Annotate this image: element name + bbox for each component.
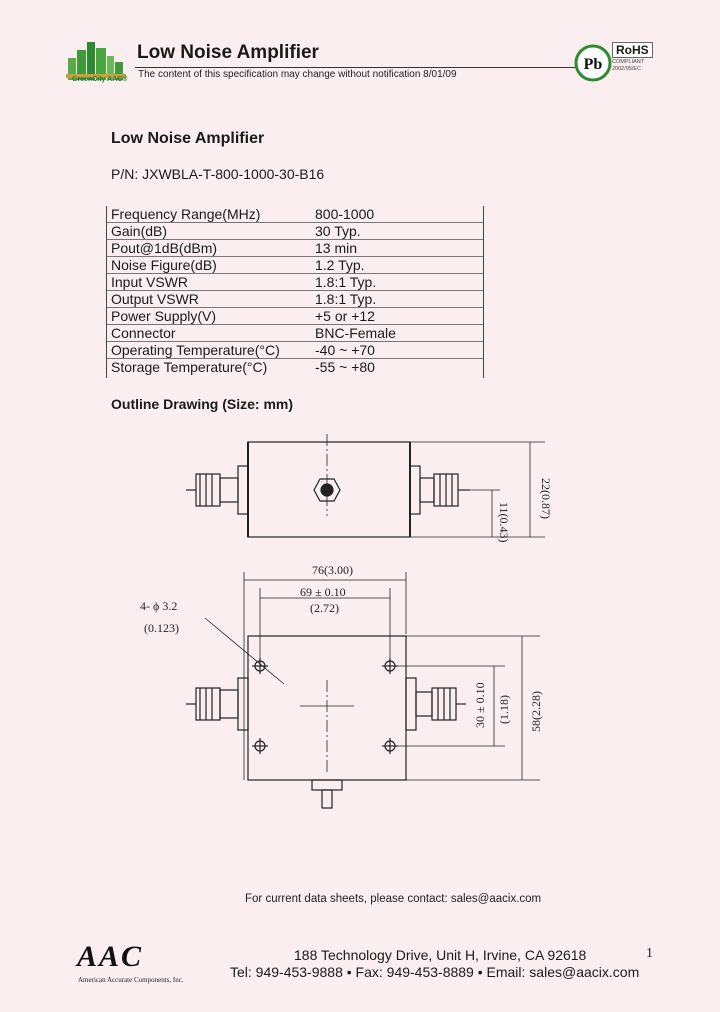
dim-width-holes-in: (1.18): [497, 695, 511, 724]
spec-label: Frequency Range(MHz): [106, 206, 315, 223]
spec-label: Operating Temperature(°C): [106, 342, 315, 359]
spec-value: 13 min: [315, 240, 484, 257]
header-title: Low Noise Amplifier: [137, 42, 319, 63]
spec-row: [106, 325, 484, 342]
spec-value: 1.8:1 Typ.: [315, 291, 484, 308]
rohs-badge: [612, 41, 656, 73]
dim-width-total: 58(2.28): [529, 691, 543, 732]
rohs-subtitle: [612, 59, 656, 73]
side-view: [186, 434, 545, 537]
spec-value: 800-1000: [315, 206, 484, 223]
spec-row: [106, 223, 484, 240]
dim-length-total: 76(3.00): [312, 563, 353, 577]
spec-label: Output VSWR: [106, 291, 315, 308]
spec-row: [106, 359, 484, 376]
contact-line: For current data sheets, please contact: sales@aacix.com: [245, 893, 542, 905]
spec-row: [106, 257, 484, 274]
page-number: 1: [646, 946, 653, 961]
top-left-flange: [238, 678, 248, 730]
spec-value: +5 or +12: [315, 308, 484, 325]
spec-label: Input VSWR: [106, 274, 315, 291]
pb-badge-text: Pb: [583, 56, 603, 73]
spec-row: [106, 274, 484, 291]
dim-hole-spacing-in: (2.72): [310, 601, 339, 615]
spec-row: [106, 206, 484, 223]
aac-logo: AAC: [77, 940, 144, 973]
spec-row: [106, 240, 484, 257]
rohs-title: RoHS: [612, 42, 653, 58]
bottom-feedthrough-pin: [322, 790, 332, 808]
spec-value: -55 ~ +80: [315, 359, 375, 375]
rohs-directive: 2002/95/EC: [612, 66, 642, 72]
spec-label: Noise Figure(dB): [106, 257, 315, 274]
header-divider: [135, 67, 580, 68]
spec-value: 30 Typ.: [315, 223, 484, 240]
top-right-flange: [406, 678, 416, 730]
spec-label: Gain(dB): [106, 223, 315, 240]
spec-label: Pout@1dB(dBm): [106, 240, 315, 257]
spec-value: 1.2 Typ.: [315, 257, 484, 274]
spec-label: Storage Temperature(°C): [111, 359, 268, 375]
dim-holes: 4- ϕ 3.2: [140, 599, 178, 613]
dim-height-half: 11(0.43): [497, 502, 511, 543]
part-number: P/N: JXWBLA-T-800-1000-30-B16: [111, 166, 325, 182]
dim-height-total: 22(0.87): [539, 478, 553, 519]
company-name: American Accurate Components, Inc.: [78, 976, 184, 984]
spec-value: BNC-Female: [315, 325, 484, 342]
pb-free-badge-icon: [574, 44, 612, 82]
side-right-flange: [410, 466, 420, 514]
spec-label: Power Supply(V): [106, 308, 315, 325]
spec-row: [106, 291, 484, 308]
spec-row: [106, 308, 484, 325]
document-title: Low Noise Amplifier: [111, 130, 265, 147]
rohs-compliant: COMPLIANT: [612, 59, 645, 65]
company-address: 188 Technology Drive, Unit H, Irvine, CA 92618: [294, 947, 587, 963]
side-left-flange: [238, 466, 248, 514]
spec-row: [106, 342, 484, 359]
spec-value: -40 ~ +70: [315, 342, 484, 359]
company-contacts: Tel: 949-453-9888 • Fax: 949-453-8889 • Email: sales@aacix.com: [230, 964, 640, 980]
header-notice: The content of this specification may change without notification 8/01/09: [138, 69, 457, 80]
outline-title: Outline Drawing (Size: mm): [111, 396, 294, 412]
spec-value: 1.8:1 Typ.: [315, 274, 484, 291]
dim-holes-in: (0.123): [144, 621, 179, 635]
dim-width-holes: 30 ± 0.10: [473, 682, 487, 728]
outline-drawing: [0, 430, 720, 830]
greencity-logo-text: GreenCity AAC®: [72, 76, 128, 83]
spec-label: Connector: [106, 325, 315, 342]
bottom-feedthrough-base: [312, 780, 342, 790]
spec-table: [106, 206, 484, 375]
dim-hole-spacing: 69 ± 0.10: [300, 585, 346, 599]
